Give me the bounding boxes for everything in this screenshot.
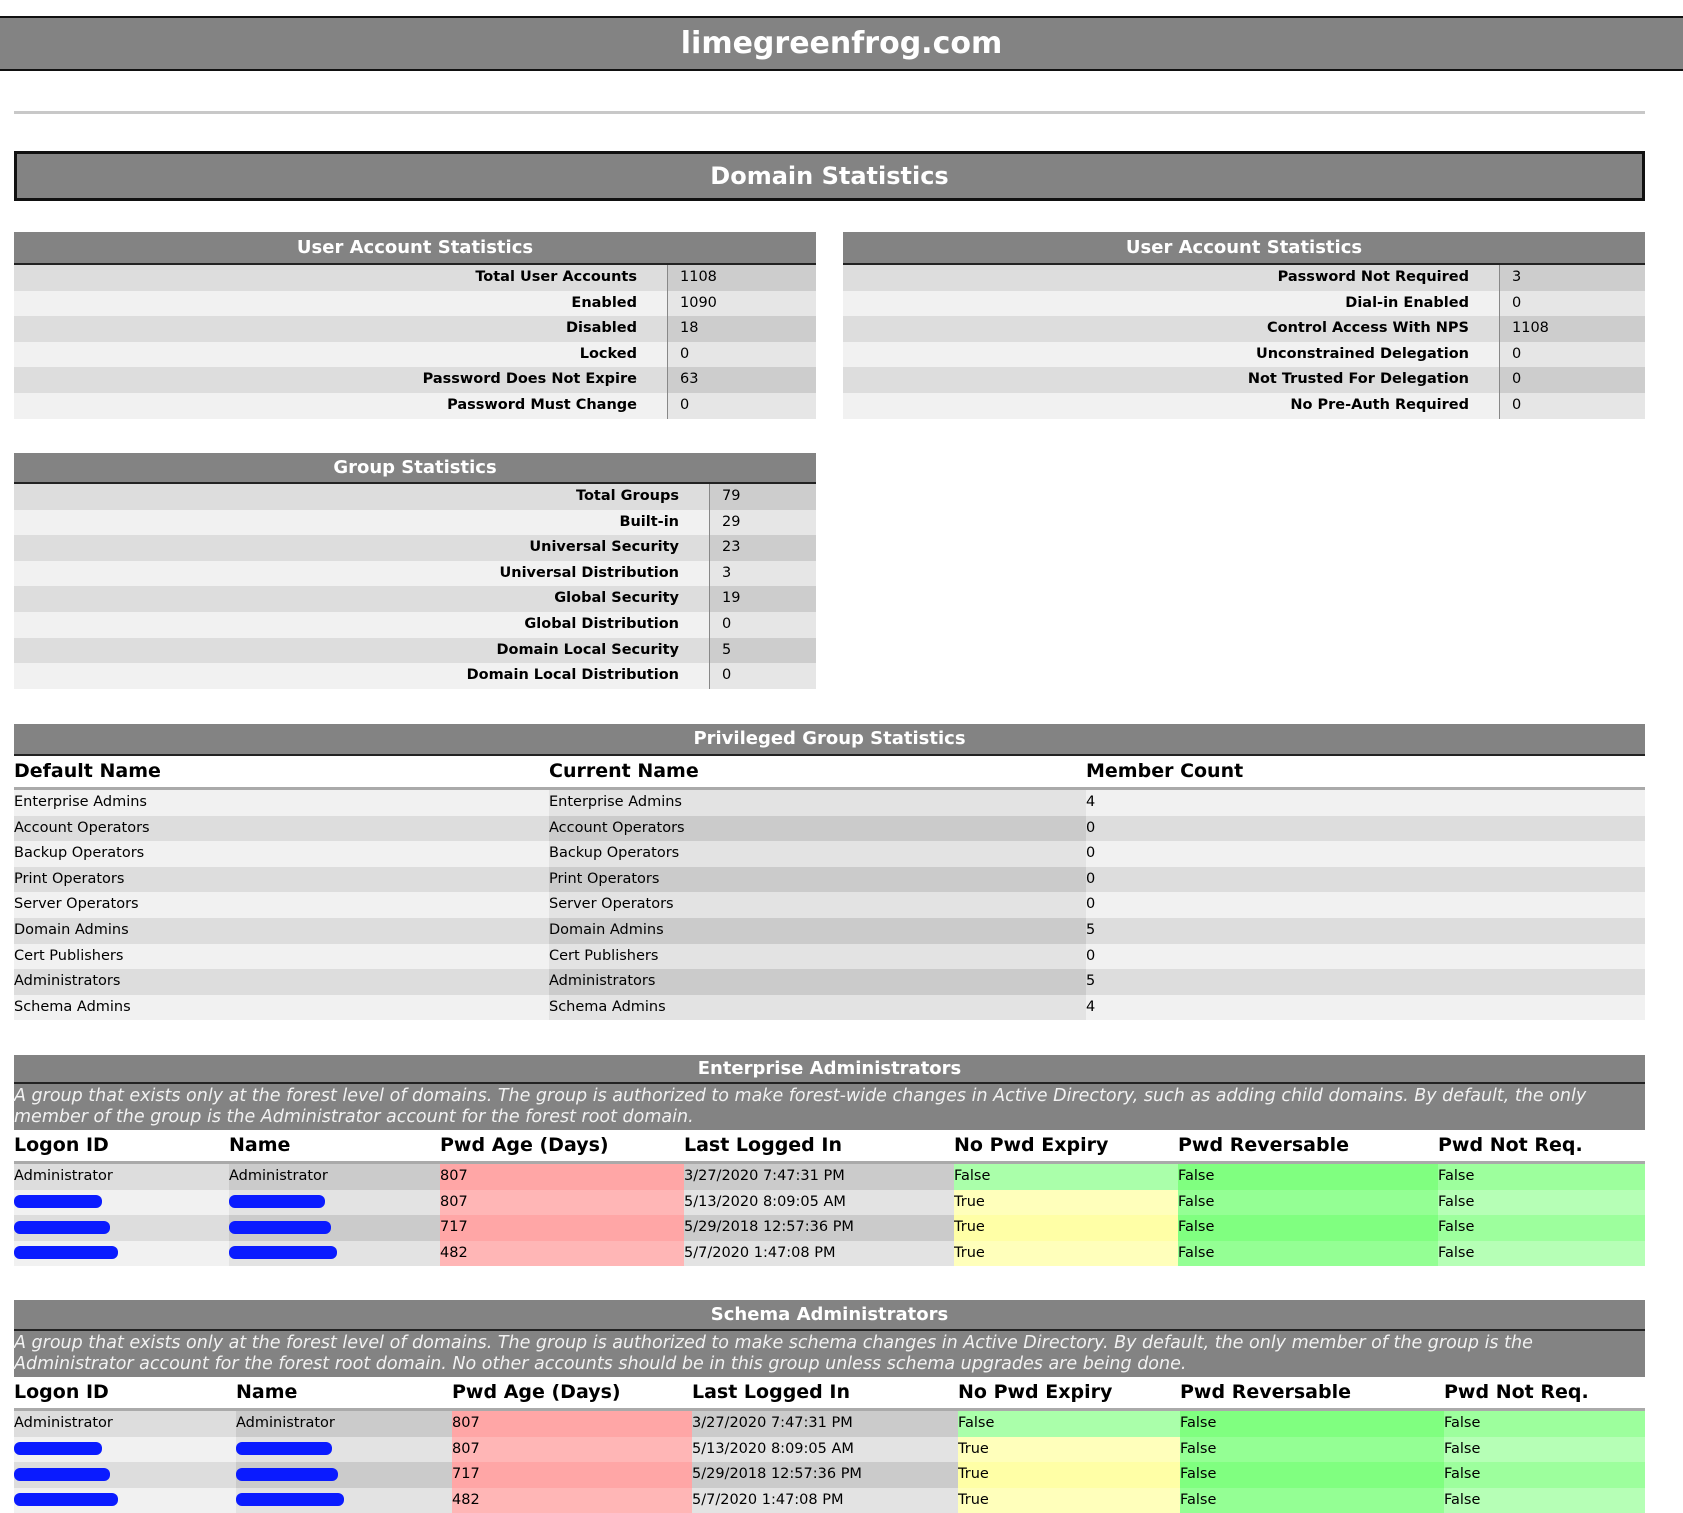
stat-row xyxy=(14,393,816,419)
table-row xyxy=(14,995,1645,1021)
column-header: Pwd Reversable xyxy=(1180,1381,1351,1403)
stat-label: Locked xyxy=(14,342,668,368)
member-count-cell: 0 xyxy=(1086,841,1645,867)
stat-value: 3 xyxy=(710,561,816,587)
stat-row xyxy=(14,510,816,536)
member-count-cell: 0 xyxy=(1086,944,1645,970)
table-row xyxy=(14,1488,1645,1513)
redaction-mark xyxy=(229,1246,337,1259)
no-pwd-expiry-cell: True xyxy=(958,1437,1180,1463)
privileged-column-headers xyxy=(14,756,1645,790)
schema-admins-table xyxy=(14,1377,1645,1513)
stat-row xyxy=(14,612,816,638)
stat-value: 63 xyxy=(668,367,816,393)
no-pwd-expiry-cell: False xyxy=(954,1164,1178,1190)
current-name-cell: Server Operators xyxy=(549,892,1086,918)
name-cell xyxy=(229,1190,440,1216)
stat-value: 0 xyxy=(710,663,816,689)
stat-label: Built-in xyxy=(14,510,710,536)
pwd-age-cell: 807 xyxy=(440,1164,684,1190)
name-cell xyxy=(229,1215,440,1241)
column-header: Member Count xyxy=(1086,760,1244,782)
redaction-mark xyxy=(14,1442,102,1455)
stat-label: Password Not Required xyxy=(843,265,1500,291)
group-stats-table xyxy=(14,484,816,689)
pwd-reversable-cell: False xyxy=(1180,1411,1444,1437)
logon-id-cell xyxy=(14,1437,236,1463)
name-cell xyxy=(229,1241,440,1267)
privileged-table xyxy=(14,756,1645,1020)
stat-row xyxy=(14,663,816,689)
enterprise-admins-header: Enterprise Administrators xyxy=(14,1055,1645,1084)
table-row xyxy=(14,790,1645,816)
last-logged-in-cell: 5/7/2020 1:47:08 PM xyxy=(692,1488,958,1513)
stat-value: 29 xyxy=(710,510,816,536)
stat-row xyxy=(14,342,816,368)
column-header: No Pwd Expiry xyxy=(958,1381,1113,1403)
column-header: No Pwd Expiry xyxy=(954,1134,1109,1156)
logon-id-cell xyxy=(14,1190,229,1216)
default-name-cell: Server Operators xyxy=(14,892,549,918)
no-pwd-expiry-cell: True xyxy=(958,1488,1180,1513)
stat-value: 79 xyxy=(710,484,816,510)
stat-row xyxy=(14,561,816,587)
member-count-cell: 0 xyxy=(1086,867,1645,893)
column-header: Last Logged In xyxy=(684,1134,842,1156)
stat-value: 1090 xyxy=(668,291,816,317)
stat-row xyxy=(843,316,1645,342)
stat-row xyxy=(14,265,816,291)
current-name-cell: Domain Admins xyxy=(549,918,1086,944)
stat-row xyxy=(14,291,816,317)
stat-label: Total User Accounts xyxy=(14,265,668,291)
stat-row xyxy=(843,393,1645,419)
default-name-cell: Domain Admins xyxy=(14,918,549,944)
current-name-cell: Backup Operators xyxy=(549,841,1086,867)
logon-id-cell: Administrator xyxy=(14,1411,236,1437)
no-pwd-expiry-cell: True xyxy=(954,1190,1178,1216)
member-count-cell: 5 xyxy=(1086,918,1645,944)
pwd-not-req-cell: False xyxy=(1444,1488,1645,1513)
pwd-reversable-cell: False xyxy=(1178,1164,1438,1190)
current-name-cell: Enterprise Admins xyxy=(549,790,1086,816)
logon-id-cell xyxy=(14,1488,236,1513)
stat-label: Unconstrained Delegation xyxy=(843,342,1500,368)
stat-label: Total Groups xyxy=(14,484,710,510)
name-cell: Administrator xyxy=(229,1164,440,1190)
table-row xyxy=(14,1215,1645,1241)
table-row xyxy=(14,892,1645,918)
no-pwd-expiry-cell: True xyxy=(954,1241,1178,1267)
stat-value: 23 xyxy=(710,535,816,561)
last-logged-in-cell: 3/27/2020 7:47:31 PM xyxy=(692,1411,958,1437)
table-row xyxy=(14,944,1645,970)
table-row xyxy=(14,918,1645,944)
stat-value: 5 xyxy=(710,638,816,664)
logon-id-cell xyxy=(14,1462,236,1488)
stat-value: 0 xyxy=(1500,291,1645,317)
table-row xyxy=(14,867,1645,893)
stat-label: Password Does Not Expire xyxy=(14,367,668,393)
column-header: Last Logged In xyxy=(692,1381,850,1403)
page-title: Domain Statistics xyxy=(14,151,1645,201)
stat-label: Universal Security xyxy=(14,535,710,561)
pwd-age-cell: 717 xyxy=(452,1462,692,1488)
logon-id-cell: Administrator xyxy=(14,1164,229,1190)
user-stats-left-table xyxy=(14,265,816,419)
stat-value: 0 xyxy=(668,393,816,419)
schema-admins-description: A group that exists only at the forest level of domains. The group is authorized to make schema changes in Active Directory. By default, the only member of the group is the Administrator account for the forest root domain. No other accounts should be in this group unless schema upgrades are being done. xyxy=(14,1331,1645,1377)
enterprise-admins-table xyxy=(14,1130,1645,1266)
default-name-cell: Enterprise Admins xyxy=(14,790,549,816)
table-row xyxy=(14,1462,1645,1488)
stat-label: Domain Local Distribution xyxy=(14,663,710,689)
redaction-mark xyxy=(236,1468,338,1481)
name-cell xyxy=(236,1488,452,1513)
current-name-cell: Schema Admins xyxy=(549,995,1086,1021)
table-row xyxy=(14,1190,1645,1216)
column-header: Current Name xyxy=(549,760,699,782)
default-name-cell: Administrators xyxy=(14,969,549,995)
stat-label: Disabled xyxy=(14,316,668,342)
redaction-mark xyxy=(236,1442,332,1455)
redaction-mark xyxy=(14,1221,110,1234)
stat-row xyxy=(843,265,1645,291)
column-header: Pwd Not Req. xyxy=(1444,1381,1589,1403)
user-stats-right-header: User Account Statistics xyxy=(843,232,1645,265)
current-name-cell: Cert Publishers xyxy=(549,944,1086,970)
user-stats-right-table xyxy=(843,265,1645,419)
stat-label: Universal Distribution xyxy=(14,561,710,587)
table-row xyxy=(14,1241,1645,1267)
stat-label: Domain Local Security xyxy=(14,638,710,664)
default-name-cell: Backup Operators xyxy=(14,841,549,867)
member-count-cell: 4 xyxy=(1086,995,1645,1021)
member-count-cell: 0 xyxy=(1086,816,1645,842)
logon-id-cell xyxy=(14,1241,229,1267)
stat-label: Global Distribution xyxy=(14,612,710,638)
stat-label: Global Security xyxy=(14,586,710,612)
last-logged-in-cell: 5/13/2020 8:09:05 AM xyxy=(684,1190,954,1216)
redaction-mark xyxy=(14,1195,102,1208)
current-name-cell: Print Operators xyxy=(549,867,1086,893)
column-header: Pwd Age (Days) xyxy=(440,1134,609,1156)
stat-value: 0 xyxy=(1500,367,1645,393)
stat-value: 0 xyxy=(668,342,816,368)
pwd-reversable-cell: False xyxy=(1180,1462,1444,1488)
default-name-cell: Cert Publishers xyxy=(14,944,549,970)
stat-label: Dial-in Enabled xyxy=(843,291,1500,317)
redaction-mark xyxy=(14,1246,118,1259)
pwd-not-req-cell: False xyxy=(1438,1241,1645,1267)
stat-value: 0 xyxy=(1500,393,1645,419)
redaction-mark xyxy=(14,1493,118,1506)
stat-row xyxy=(14,367,816,393)
privileged-header: Privileged Group Statistics xyxy=(14,724,1645,756)
user-stats-left-header: User Account Statistics xyxy=(14,232,816,265)
enterprise-admins-description: A group that exists only at the forest level of domains. The group is authorized to make forest-wide changes in Active Directory, such as adding child domains. By default, the only member of the group is the Administrator account for the forest root domain. xyxy=(14,1084,1645,1130)
name-cell: Administrator xyxy=(236,1411,452,1437)
enterprise-column-headers xyxy=(14,1130,1645,1164)
stat-row xyxy=(14,586,816,612)
stat-value: 19 xyxy=(710,586,816,612)
pwd-reversable-cell: False xyxy=(1178,1215,1438,1241)
column-header: Pwd Age (Days) xyxy=(452,1381,621,1403)
schema-admins-header: Schema Administrators xyxy=(14,1300,1645,1331)
stat-label: Control Access With NPS xyxy=(843,316,1500,342)
stat-value: 1108 xyxy=(668,265,816,291)
pwd-reversable-cell: False xyxy=(1178,1190,1438,1216)
pwd-not-req-cell: False xyxy=(1438,1164,1645,1190)
table-row xyxy=(14,841,1645,867)
stat-row xyxy=(843,291,1645,317)
pwd-age-cell: 482 xyxy=(440,1241,684,1267)
stat-label: Password Must Change xyxy=(14,393,668,419)
pwd-age-cell: 807 xyxy=(452,1411,692,1437)
pwd-age-cell: 482 xyxy=(452,1488,692,1513)
pwd-not-req-cell: False xyxy=(1444,1437,1645,1463)
column-header: Name xyxy=(236,1381,298,1403)
table-row xyxy=(14,1164,1645,1190)
stat-value: 18 xyxy=(668,316,816,342)
column-header: Name xyxy=(229,1134,291,1156)
current-name-cell: Account Operators xyxy=(549,816,1086,842)
pwd-reversable-cell: False xyxy=(1180,1437,1444,1463)
group-stats-header: Group Statistics xyxy=(14,453,816,484)
pwd-reversable-cell: False xyxy=(1178,1241,1438,1267)
stat-value: 0 xyxy=(1500,342,1645,368)
stat-row xyxy=(843,367,1645,393)
stat-value: 0 xyxy=(710,612,816,638)
no-pwd-expiry-cell: True xyxy=(954,1215,1178,1241)
table-row xyxy=(14,969,1645,995)
column-header: Pwd Not Req. xyxy=(1438,1134,1583,1156)
no-pwd-expiry-cell: False xyxy=(958,1411,1180,1437)
member-count-cell: 4 xyxy=(1086,790,1645,816)
pwd-age-cell: 717 xyxy=(440,1215,684,1241)
table-row xyxy=(14,1411,1645,1437)
schema-column-headers xyxy=(14,1377,1645,1411)
column-header: Pwd Reversable xyxy=(1178,1134,1349,1156)
name-cell xyxy=(236,1437,452,1463)
pwd-age-cell: 807 xyxy=(452,1437,692,1463)
table-row xyxy=(14,1437,1645,1463)
stat-label: Not Trusted For Delegation xyxy=(843,367,1500,393)
column-header: Logon ID xyxy=(14,1381,109,1403)
no-pwd-expiry-cell: True xyxy=(958,1462,1180,1488)
last-logged-in-cell: 5/7/2020 1:47:08 PM xyxy=(684,1241,954,1267)
last-logged-in-cell: 3/27/2020 7:47:31 PM xyxy=(684,1164,954,1190)
pwd-not-req-cell: False xyxy=(1444,1462,1645,1488)
stat-label: Enabled xyxy=(14,291,668,317)
last-logged-in-cell: 5/29/2018 12:57:36 PM xyxy=(684,1215,954,1241)
stat-row xyxy=(843,342,1645,368)
stat-row xyxy=(14,316,816,342)
default-name-cell: Schema Admins xyxy=(14,995,549,1021)
stat-row xyxy=(14,638,816,664)
name-cell xyxy=(236,1462,452,1488)
pwd-not-req-cell: False xyxy=(1444,1411,1645,1437)
member-count-cell: 0 xyxy=(1086,892,1645,918)
last-logged-in-cell: 5/29/2018 12:57:36 PM xyxy=(692,1462,958,1488)
last-logged-in-cell: 5/13/2020 8:09:05 AM xyxy=(692,1437,958,1463)
member-count-cell: 5 xyxy=(1086,969,1645,995)
stat-row xyxy=(14,535,816,561)
default-name-cell: Account Operators xyxy=(14,816,549,842)
pwd-not-req-cell: False xyxy=(1438,1215,1645,1241)
stat-value: 1108 xyxy=(1500,316,1645,342)
redaction-mark xyxy=(236,1493,344,1506)
redaction-mark xyxy=(229,1195,325,1208)
stat-label: No Pre-Auth Required xyxy=(843,393,1500,419)
column-header: Default Name xyxy=(14,760,161,782)
pwd-age-cell: 807 xyxy=(440,1190,684,1216)
column-header: Logon ID xyxy=(14,1134,109,1156)
pwd-not-req-cell: False xyxy=(1438,1190,1645,1216)
divider xyxy=(14,111,1645,114)
redaction-mark xyxy=(229,1221,331,1234)
current-name-cell: Administrators xyxy=(549,969,1086,995)
pwd-reversable-cell: False xyxy=(1180,1488,1444,1513)
stat-value: 3 xyxy=(1500,265,1645,291)
redaction-mark xyxy=(14,1468,110,1481)
logon-id-cell xyxy=(14,1215,229,1241)
table-row xyxy=(14,816,1645,842)
site-title-banner: limegreenfrog.com xyxy=(0,16,1683,71)
default-name-cell: Print Operators xyxy=(14,867,549,893)
stat-row xyxy=(14,484,816,510)
